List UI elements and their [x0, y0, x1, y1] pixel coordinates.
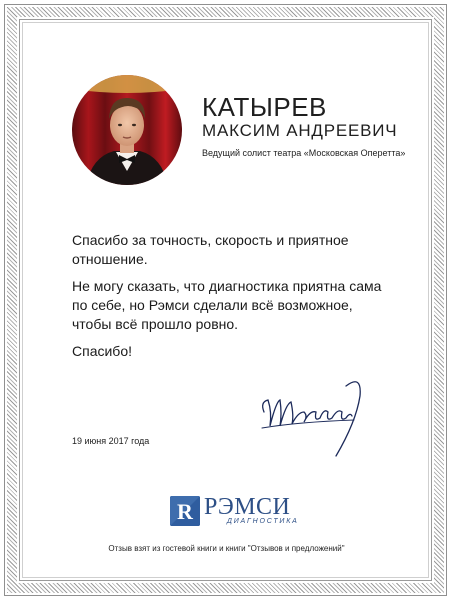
remsi-logo-mark-icon	[170, 496, 200, 526]
logo-name: РЭМСИ	[204, 494, 291, 520]
source-note: Отзыв взят из гостевой книги и книги "Отзывов и предложений"	[108, 544, 345, 553]
portrait-photo	[72, 75, 182, 185]
logo-subtitle: ДИАГНОСТИКА	[227, 518, 299, 525]
svg-text:R: R	[177, 499, 193, 524]
remsi-logo	[170, 494, 299, 530]
review-paragraph-1: Спасибо за точность, скорость и приятное отношение.	[72, 232, 349, 267]
given-names: МАКСИМ АНДРЕЕВИЧ	[202, 121, 398, 140]
handwritten-signature	[258, 372, 368, 460]
position-title: Ведущий солист театра «Московская Оперетта»	[202, 148, 406, 158]
review-paragraph-3: Спасибо!	[72, 343, 132, 359]
review-date: 19 июня 2017 года	[72, 436, 150, 446]
review-paragraph-2: Не могу сказать, что диагностика приятна сама по себе, но Рэмси сделали всё возможное, чтобы всё прошло ровно.	[72, 278, 382, 332]
surname: КАТЫРЕВ	[202, 92, 327, 122]
